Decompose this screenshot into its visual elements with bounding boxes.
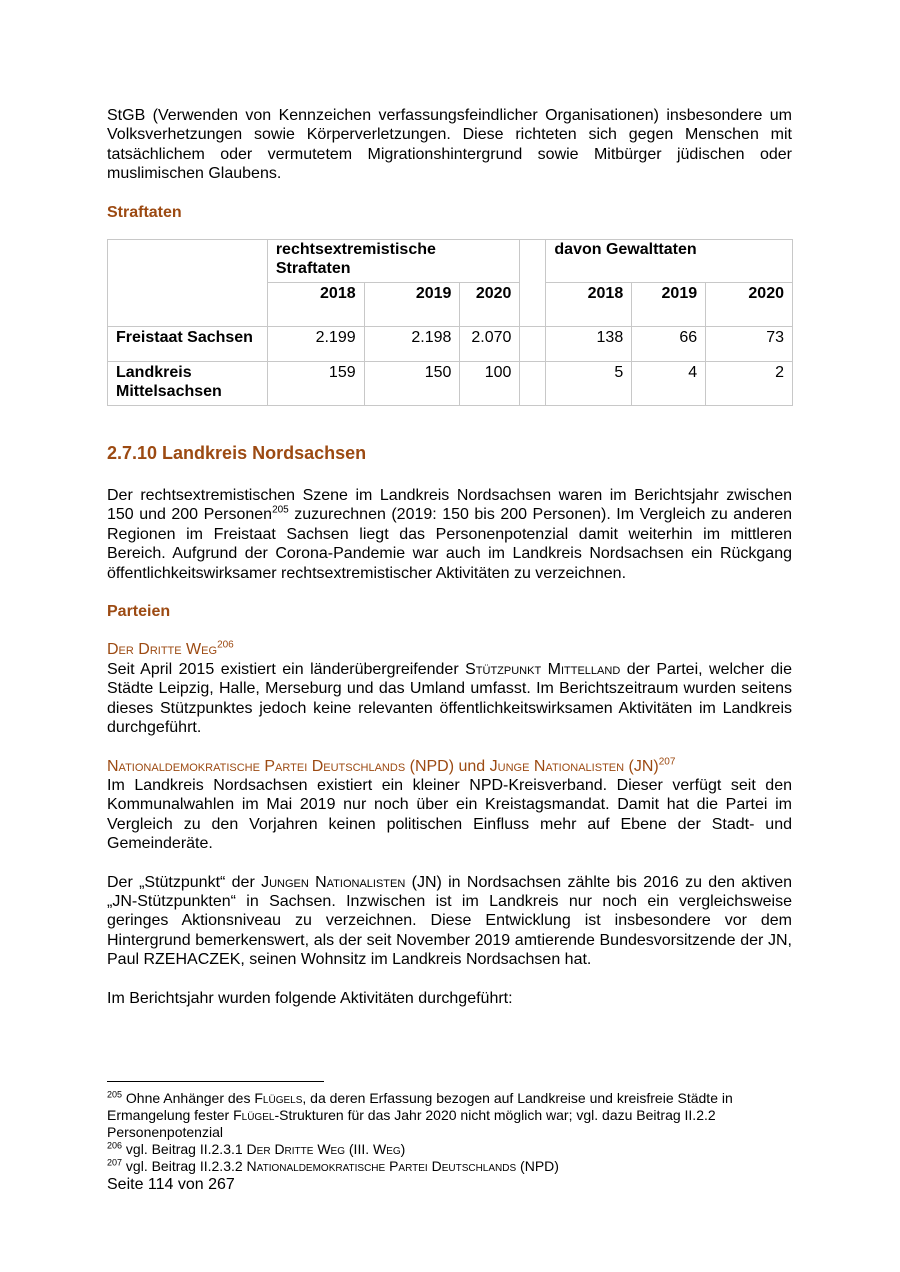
footnote-ref: 207 (658, 756, 676, 768)
straftaten-table (107, 239, 793, 406)
straftaten-heading: Straftaten (107, 203, 182, 221)
activities-intro: Im Berichtsjahr wurden folgende Aktivitäten durchgeführt: (107, 989, 513, 1007)
table-year-header: 2019 (364, 283, 460, 327)
footnotes-area (107, 1081, 792, 1194)
footnote-ref: 205 (272, 505, 289, 517)
table-year-header: 2019 (632, 283, 706, 327)
table-row-label: Landkreis Mittelsachsen (108, 362, 268, 406)
table-cell: 5 (546, 362, 632, 406)
table-group-header-gewalttaten: davon Gewalttaten (546, 240, 793, 283)
table-year-header: 2018 (546, 283, 632, 327)
footnote-205: $^{205}$ Ohne Anhänger des Flügels, da deren Erfassung bezogen auf Landkreise und kreisfreie Städte in Ermangelung fester Flügel-Strukturen für das Jahr 2020 nicht möglich war; vgl. dazu Beitrag II.2.2 Personenpotenzial (107, 1089, 733, 1140)
table-corner-cell (108, 240, 268, 327)
table-year-header: 2020 (460, 283, 520, 327)
table-cell: 73 (706, 327, 793, 362)
table-cell: 2 (706, 362, 793, 406)
table-cell: 4 (632, 362, 706, 406)
footnote-206: $^{206}$ vgl. Beitrag II.2.3.1 Der Dritte Weg (III. Weg) (107, 1140, 406, 1157)
table-row-label: Freistaat Sachsen (108, 327, 268, 362)
table-spacer-cell (520, 327, 546, 362)
section-heading: 2.7.10 Landkreis Nordsachsen (107, 443, 367, 464)
table-cell: 159 (267, 362, 364, 406)
footnote-ref: 206 (217, 640, 234, 652)
npd-title: Nationaldemokratische Partei Deutschlands (NPD) und Junge Nationalisten (JN)$^{207}$ (107, 756, 676, 775)
dritte-weg-paragraph: Seit April 2015 existiert ein länderübergreifender Stützpunkt Mittelland der Partei, welcher die Städte Leipzig, Halle, Merseburg und das Umland umfasst. Im Berichtszeitraum wurden seitens dieses Stützpunktes jedoch keine relevanten öffentlichkeitswirksamen Aktivitäten im Landkreis durchgeführt. (107, 660, 793, 737)
page-number: Seite 114 von 267 (107, 1176, 235, 1193)
table-cell: 2.070 (460, 327, 520, 362)
table-cell: 150 (364, 362, 460, 406)
footnote-207: $^{207}$ vgl. Beitrag II.2.3.2 Nationaldemokratische Partei Deutschlands (NPD) (107, 1157, 559, 1174)
table-row (108, 362, 793, 406)
dritte-weg-title: Der Dritte Weg$^{206}$ (107, 640, 234, 659)
footnote-divider (107, 1081, 324, 1082)
table-cell: 138 (546, 327, 632, 362)
table-cell: 2.199 (267, 327, 364, 362)
table-spacer-cell (520, 240, 546, 327)
npd-paragraph: Im Landkreis Nordsachsen existiert ein kleiner NPD-Kreisverband. Dieser verfügt seit den Kommunalwahlen im Mai 2019 nur noch über ein Kreistagsmandat. Damit hat die Partei im Vergleich zu den Vorjahren keinen politischen Einfluss mehr auf Ebene der Stadt- und Gemeinderäte. (107, 776, 792, 853)
table-spacer-cell (520, 362, 546, 406)
table-cell: 66 (632, 327, 706, 362)
table-cell: 100 (460, 362, 520, 406)
section-paragraph: Der rechtsextremistischen Szene im Landkreis Nordsachsen waren im Berichtsjahr zwischen 150 und 200 Personen$^{205}$ zuzurechnen (2019: 150 bis 200 Personen). Im Vergleich zu anderen Regionen im Freistaat Sachsen liegt das Personenpotenzial damit weiterhin im mittleren Bereich. Aufgrund der Corona-Pandemie war auch im Landkreis Nordsachsen ein Rückgang öffentlichkeitswirksamer rechtsextremistischer Aktivitäten zu verzeichnen. (107, 487, 792, 582)
document-page (107, 106, 792, 1008)
table-year-header: 2020 (706, 283, 793, 327)
table-year-header: 2018 (267, 283, 364, 327)
table-cell: 2.198 (364, 327, 460, 362)
parteien-heading: Parteien (107, 603, 171, 621)
table-group-header-straftaten: rechtsextremistische Straftaten (267, 240, 520, 283)
intro-paragraph: StGB (Verwenden von Kennzeichen verfassungsfeindlicher Organisationen) insbesondere um Volksverhetzungen sowie Körperverletzungen. Diese richteten sich gegen Menschen mit tatsächlichem oder vermutetem Migrationshintergrund sowie Mitbürger jüdischen oder muslimischen Glaubens. (107, 107, 792, 183)
jn-paragraph: Der „Stützpunkt“ der Jungen Nationalisten (JN) in Nordsachsen zählte bis 2016 zu den aktiven „JN-Stützpunkten“ in Sachsen. Inzwischen ist im Landkreis nur noch ein vergleichsweise geringes Aktionsniveau zu verzeichnen. Diese Entwicklung ist insbesondere vor dem Hintergrund bemerkenswert, als der seit November 2019 amtierende Bundesvorsitzende der JN, Paul RZEHACZEK, seinen Wohnsitz im Landkreis Nordsachsen hat. (107, 873, 793, 969)
table-row (108, 327, 793, 362)
